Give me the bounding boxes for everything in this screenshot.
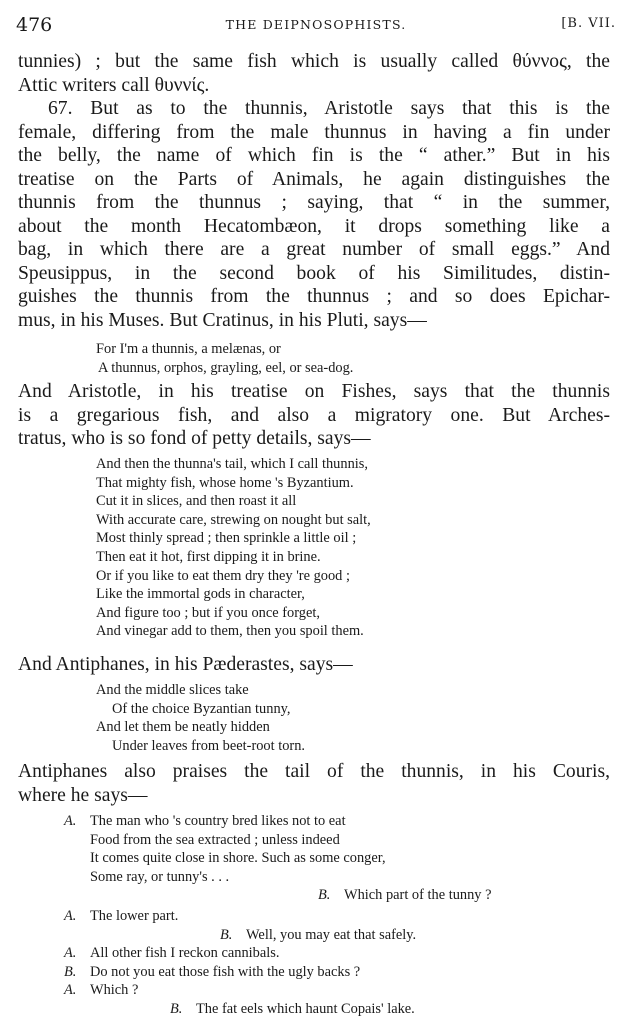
dialogue-line <box>64 868 604 887</box>
dialogue-text: Which ? <box>90 982 139 999</box>
text-line: 67. But as to the thunnis, Aristotle says that this is the <box>48 98 610 119</box>
speaker-label: B. <box>220 926 233 943</box>
verse-line: For I'm a thunnis, a melænas, or <box>96 341 281 357</box>
text-line: thunnis from the thunnus ; saying, that “ in the summer, <box>18 192 610 213</box>
text-line: And Aristotle, in his treatise on Fishes, says that the thunnis <box>18 381 610 402</box>
dialogue-line <box>64 831 604 850</box>
text-line: tratus, who is so fond of petty details, says— <box>18 428 371 449</box>
dialogue-line <box>64 981 604 1000</box>
dialogue-line <box>64 812 604 831</box>
speaker-label: B. <box>64 963 77 980</box>
dialogue-text: The fat eels which haunt Copais' lake. <box>196 1000 415 1017</box>
dialogue-text: The lower part. <box>90 907 179 924</box>
verse-line: And then the thunna's tail, which I call thunnis, <box>96 456 368 472</box>
verse-quote-paederastes <box>96 681 305 755</box>
text-line: mus, in his Muses. But Cratinus, in his Pluti, says— <box>18 309 427 331</box>
verse-line: Like the immortal gods in character, <box>96 586 305 603</box>
paragraph-67 <box>18 97 610 332</box>
speaker-label: A. <box>64 907 77 924</box>
dialogue-text: Some ray, or tunny's . . . <box>90 868 230 885</box>
verse-line: And vinegar add to them, then you spoil them. <box>96 623 364 640</box>
text-line: about the month Hecatombæon, it drops something like a <box>18 215 610 237</box>
verse-line: And the middle slices take <box>96 682 249 698</box>
page-header <box>16 14 616 38</box>
text-line: tunnies) ; but the same fish which is usually called θύννος, the <box>18 51 610 72</box>
verse-line: And figure too ; but if you once forget, <box>96 604 320 621</box>
text-line: Speusippus, in the second book of his Similitudes, distin- <box>18 262 610 284</box>
dialogue-line <box>64 944 604 963</box>
dialogue-text: It comes quite close in shore. Such as some conger, <box>90 850 386 867</box>
text-line: guishes the thunnis from the thunnus ; and so does Epichar- <box>18 286 610 307</box>
text-line: Antiphanes also praises the tail of the thunnis, in his Couris, <box>18 761 610 782</box>
dialogue-text: Do not you eat those fish with the ugly backs ? <box>90 963 361 980</box>
page-number: 476 <box>16 14 53 36</box>
speaker-label: B. <box>170 1000 183 1017</box>
text-line: And Antiphanes, in his Pæderastes, says— <box>18 654 353 675</box>
text-line: bag, in which there are a great number of small eggs.” And <box>18 239 610 260</box>
text-line: is a gregarious fish, and also a migratory one. But Arches- <box>18 404 610 426</box>
dialogue-line <box>64 926 604 945</box>
dialogue-text: Which part of the tunny ? <box>344 887 492 904</box>
verse-line: Then eat it hot, first dipping it in brine. <box>96 548 321 565</box>
dialogue-line <box>64 1000 604 1019</box>
speaker-label: A. <box>64 945 77 962</box>
text-line: female, differing from the male thunnus in having a fin under <box>18 121 610 143</box>
dialogue-quote-couris <box>64 812 604 1019</box>
verse-quote-archestratus <box>96 455 371 641</box>
text-line: where he says— <box>18 784 148 806</box>
verse-line: And let them be neatly hidden <box>96 719 270 736</box>
dialogue-text: The man who 's country bred likes not to eat <box>90 813 346 829</box>
dialogue-line <box>64 963 604 982</box>
verse-line: A thunnus, orphos, grayling, eel, or sea-dog. <box>98 359 354 376</box>
paragraph-antiphanes <box>18 653 610 677</box>
paragraph-continuation <box>18 50 610 97</box>
verse-line: Most thinly spread ; then sprinkle a little oil ; <box>96 530 357 547</box>
paragraph-aristotle <box>18 380 610 451</box>
verse-line: Or if you like to eat them dry they 're good ; <box>96 567 350 584</box>
speaker-label: A. <box>64 982 77 999</box>
verse-line: Of the choice Byzantian tunny, <box>112 700 291 717</box>
speaker-label: A. <box>64 813 77 829</box>
verse-quote-cratinus <box>96 340 353 377</box>
verse-line: Cut it in slices, and then roast it all <box>96 493 297 510</box>
text-line: the belly, the name of which fin is the “ ather.” But in his <box>18 145 610 166</box>
dialogue-line <box>64 907 604 926</box>
text-line: Attic writers call θυννίς. <box>18 74 210 96</box>
speaker-label: B. <box>318 887 331 904</box>
verse-line: That mighty fish, whose home 's Byzantium. <box>96 474 354 491</box>
running-title: THE DEIPNOSOPHISTS. <box>225 17 407 32</box>
dialogue-line <box>64 886 604 905</box>
paragraph-couris <box>18 760 610 807</box>
text-line: treatise on the Parts of Animals, he again distinguishes the <box>18 168 610 190</box>
dialogue-text: Well, you may eat that safely. <box>246 926 417 943</box>
dialogue-text: Food from the sea extracted ; unless indeed <box>90 831 340 848</box>
verse-line: Under leaves from beet-root torn. <box>112 737 306 754</box>
dialogue-text: All other fish I reckon cannibals. <box>90 945 280 962</box>
dialogue-line <box>64 849 604 868</box>
book-reference: [B. VII. <box>561 16 616 31</box>
verse-line: With accurate care, strewing on nought but salt, <box>96 511 371 528</box>
